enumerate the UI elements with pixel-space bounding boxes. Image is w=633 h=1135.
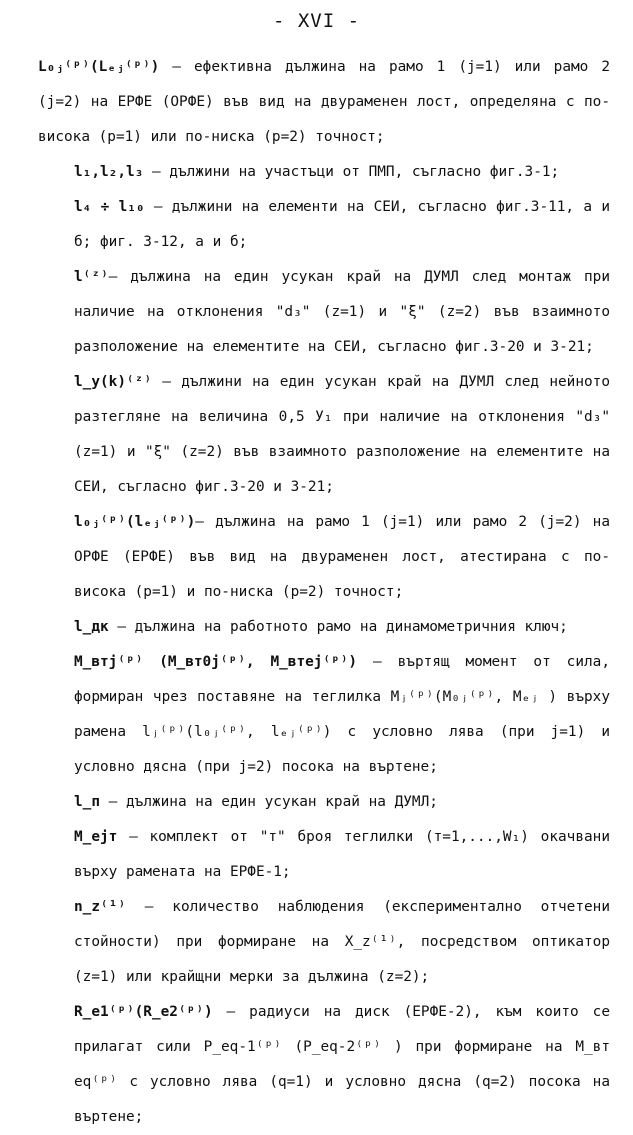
list-item: l_п – дължина на един усукан край на ДУМЛ;	[74, 794, 438, 810]
list-item: l_y(k)⁽ᶻ⁾ – дължини на един усукан край на ДУМЛ след нейното разтегляне на величина 0,5 У₁ при наличие на отклонения "d₃" (z=1) и "ξ" (z=2) във взаимното разположение на елементите на СЕИ, съгласно фиг.3-20 и 3-21;	[74, 374, 610, 495]
list-item: R_e1⁽ᵖ⁾(R_e2⁽ᵖ⁾) – радиуси на диск (ЕРФЕ-2), към които се прилагат сили P_eq-1⁽ᵖ⁾ (P_eq-2⁽ᵖ⁾ ) при формиране на M_вт eq⁽ᵖ⁾ с условно лява (q=1) и условно дясна (q=2) посока на въртене;	[74, 1004, 610, 1125]
page-number: - XVI -	[272, 10, 361, 32]
list-item: l_дк – дължина на работното рамо на динамометричния ключ;	[74, 619, 568, 635]
list-item: l₁,l₂,l₃ – дължини на участъци от ПМП, съгласно фиг.3-1;	[74, 164, 560, 180]
list-item: M_ejт – комплект от "т" броя теглилки (т=1,...,W₁) окачвани върху рамената на ЕРФЕ-1;	[74, 829, 610, 880]
list-item: M_втj⁽ᵖ⁾ (M_вт0j⁽ᵖ⁾, M_втej⁽ᵖ⁾) – въртящ момент от сила, формиран чрез поставяне на теглилка Mⱼ⁽ᵖ⁾(M₀ⱼ⁽ᵖ⁾, Mₑⱼ ) върху рамена lⱼ⁽ᵖ⁾(l₀ⱼ⁽ᵖ⁾, lₑⱼ⁽ᵖ⁾) с условно лява (при j=1) и условно дясна (при j=2) посока на въртене;	[74, 654, 610, 775]
list-item: l₄ ÷ l₁₀ – дължини на елементи на СЕИ, съгласно фиг.3-11, а и б; фиг. 3-12, а и б;	[74, 199, 610, 250]
notation-list	[38, 50, 610, 1135]
list-item: l⁽ᶻ⁾– дължина на един усукан край на ДУМЛ след монтаж при наличие на отклонения "d₃" (z=1) и "ξ" (z=2) във взаимното разположение на елементите на СЕИ, съгласно фиг.3-20 и 3-21;	[74, 269, 610, 355]
list-item: l₀ⱼ⁽ᵖ⁾(lₑⱼ⁽ᵖ⁾)– дължина на рамо 1 (j=1) или рамо 2 (j=2) на ОРФЕ (ЕРФЕ) във вид на двураменен лост, атестирана с по-висока (р=1) и по-ниска (р=2) точност;	[74, 514, 610, 600]
list-item: n_z⁽¹⁾ – количество наблюдения (експериментално отчетени стойности) при формиране на X_z⁽¹⁾, посредством оптикатор (z=1) или крайщни мерки за дължина (z=2);	[74, 899, 610, 985]
list-item: L₀ⱼ⁽ᵖ⁾(Lₑⱼ⁽ᵖ⁾) – ефективна дължина на рамо 1 (j=1) или рамо 2 (j=2) на ЕРФЕ (ОРФЕ) във вид на двураменен лост, определяна с по-висока (р=1) или по-ниска (р=2) точност;	[38, 59, 610, 145]
